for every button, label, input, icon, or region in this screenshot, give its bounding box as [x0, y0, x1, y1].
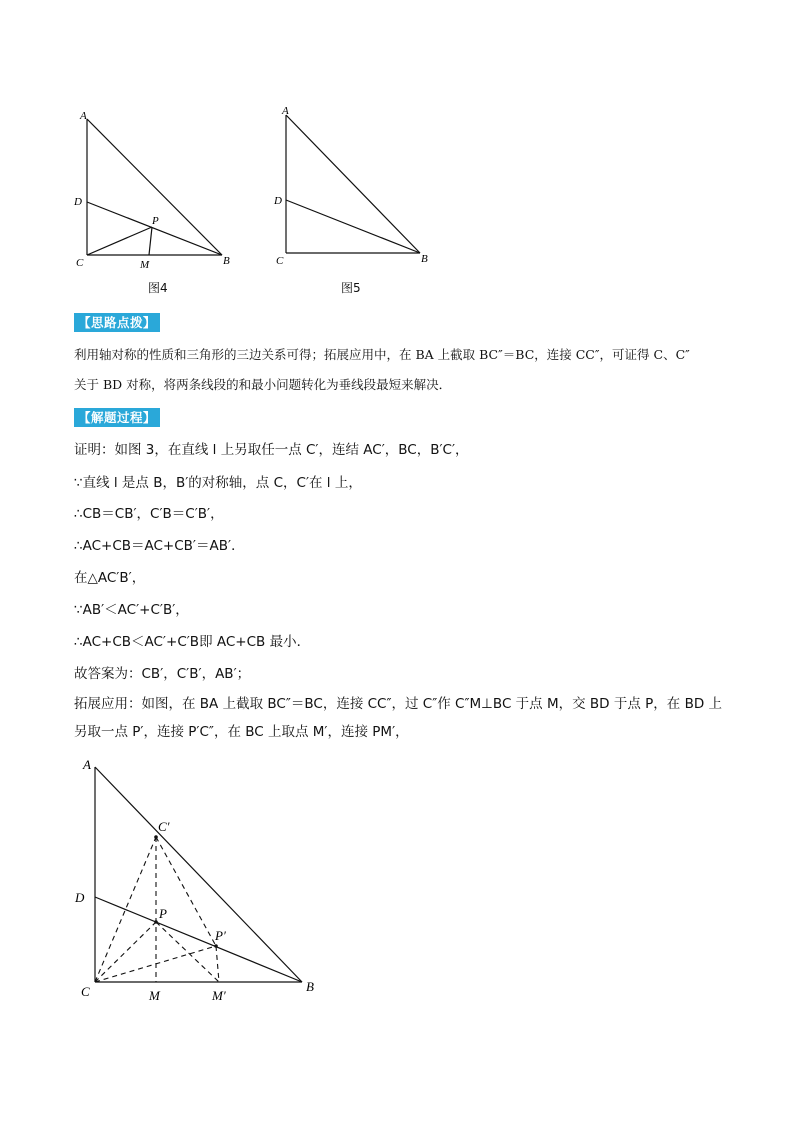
segment-db — [286, 200, 420, 253]
figure-extension — [65, 750, 335, 1015]
solution-line-3: ∴CB＝CB′，C′B＝C′B′， — [74, 506, 224, 522]
dashed-p-m2 — [156, 922, 219, 982]
label-c2: C′ — [158, 819, 170, 834]
figure-4 — [70, 105, 240, 275]
dashed-p2-m2 — [216, 946, 219, 982]
label-b: B — [306, 979, 314, 994]
label-p2: P′ — [215, 928, 226, 943]
label-a: A — [282, 105, 289, 117]
label-m2: M′ — [212, 988, 226, 1003]
segment-ab — [87, 119, 222, 255]
hint-line-2: 关于 BD 对称，将两条线段的和最小问题转化为垂线段最短来解决． — [74, 377, 452, 392]
figure-5 — [270, 100, 440, 275]
figure-5-caption: 图5 — [341, 281, 361, 295]
label-m: M — [149, 988, 160, 1003]
label-a: A — [83, 757, 91, 772]
solution-extension: 拓展应用：如图，在 BA 上截取 BC″＝BC，连接 CC″，过 C″作 C″M⊥BC 于点 M，交 BD 于点 P，在 BD 上另取一点 P′，连接 P′C″，在 BC 上取点 M′，连接 PM′， — [74, 696, 723, 740]
label-b: B — [223, 255, 230, 267]
label-a: A — [80, 110, 87, 122]
label-b: B — [421, 253, 428, 265]
segment-ab — [286, 115, 420, 253]
solution-line-8: 故答案为：CB′，C′B′，AB′； — [74, 666, 251, 682]
point-p — [154, 920, 158, 924]
point-p2 — [214, 944, 218, 948]
label-c: C — [276, 255, 284, 267]
label-d: D — [274, 195, 282, 207]
segment-pm — [149, 227, 152, 255]
segment-ab — [95, 767, 302, 982]
solution-line-6: ∵AB′＜AC′+C′B′， — [74, 602, 189, 618]
label-m: M — [140, 259, 150, 271]
label-p: P — [159, 906, 167, 921]
hint-section-title: 【思路点拨】 — [74, 313, 160, 332]
solution-line-2: ∵直线 l 是点 B，B′的对称轴，点 C，C′在 l 上， — [74, 475, 362, 491]
segment-cp — [87, 227, 152, 255]
hint-line-1: 利用轴对称的性质和三角形的三边关系可得；拓展应用中，在 BA 上截取 BC″＝BC，连接 CC″，可证得 C、C″ — [74, 347, 690, 362]
solution-line-7: ∴AC+CB＜AC′+C′B即 AC+CB 最小． — [74, 634, 311, 650]
point-c2 — [154, 835, 158, 839]
segment-db — [87, 202, 222, 255]
label-d: D — [75, 890, 85, 905]
solution-line-5: 在△AC′B′， — [74, 570, 146, 586]
segment-db — [95, 897, 302, 982]
figure-4-caption: 图4 — [148, 281, 168, 295]
label-p: P — [152, 215, 159, 227]
dashed-c2-p2 — [156, 837, 216, 946]
label-c: C — [81, 984, 90, 999]
solution-line-1: 证明：如图 3，在直线 l 上另取任一点 C′，连结 AC′，BC，B′C′， — [74, 442, 469, 458]
solution-line-4: ∴AC+CB＝AC+CB′＝AB′． — [74, 538, 245, 554]
label-c: C — [76, 257, 84, 269]
solution-section-title: 【解题过程】 — [74, 408, 160, 427]
label-d: D — [74, 196, 82, 208]
